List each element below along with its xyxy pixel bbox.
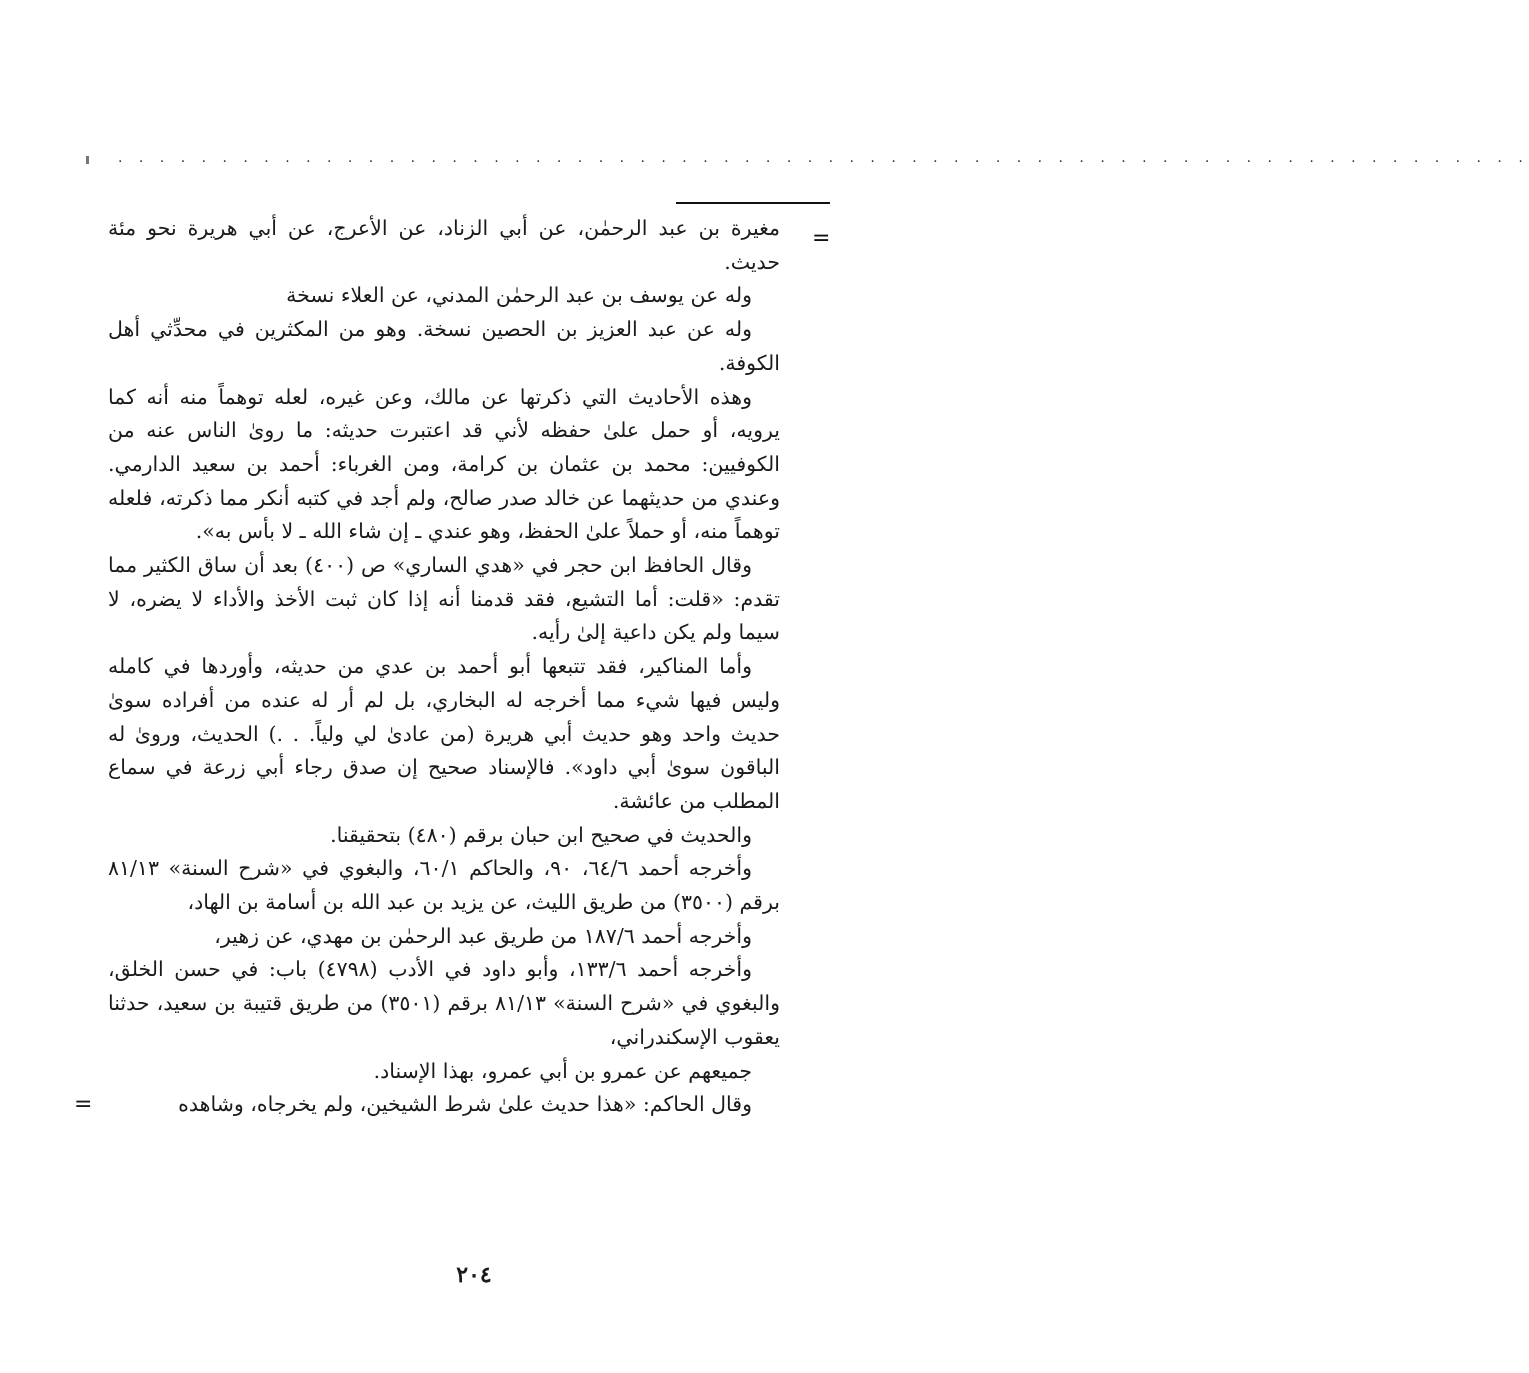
footnote-body [74,212,780,1122]
footnote-rule [676,202,830,204]
paragraph-9: وأخرجه أحمد ١٨٧/٦ من طريق عبد الرحمٰن بن مهدي، عن زهير، [214,923,752,948]
paragraph-2: وله عن يوسف بن عبد الرحمٰن المدني، عن العلاء نسخة [286,283,752,308]
paragraph-5: وقال الحافظ ابن حجر في «هدي الساري» ص (٤٠٠) بعد أن ساق الكثير مما تقدم: «قلت: أما التشيع، فقد قدمنا أنه إذا كان ثبت الأخذ والأداء لا يضره، لا سيما ولم يكن داعية إلىٰ رأيه. [108,553,780,645]
paragraph-11: جميعهم عن عمرو بن أبي عمرو، بهذا الإسناد. [373,1058,752,1083]
paragraph-8: وأخرجه أحمد ٦٤/٦، ٩٠، والحاكم ٦٠/١، والبغوي في «شرح السنة» ٨١/١٣ برقم (٣٥٠٠) من طريق الليث، عن يزيد بن عبد الله بن أسامة بن الهاد، [108,856,780,915]
paragraph-1: مغيرة بن عبد الرحمٰن، عن أبي الزناد، عن الأعرج، عن أبي هريرة نحو مئة حديث. [108,216,780,274]
paragraph-3: وله عن عبد العزيز بن الحصين نسخة. وهو من المكثرين في محدِّثي أهل الكوفة. [108,317,780,375]
continuation-mark-start: = [812,226,831,251]
page-number: ٢٠٤ [456,1262,492,1288]
paragraph-12 [74,1088,780,1122]
paragraph-7: والحديث في صحيح ابن حبان برقم (٤٨٠) بتحقيقنا. [330,822,752,847]
margin-tick-mark [86,156,89,164]
paragraph-12-text: وقال الحاكم: «هذا حديث علىٰ شرط الشيخين، ولم يخرجاه، وشاهده [178,1092,752,1117]
paragraph-10: وأخرجه أحمد ١٣٣/٦، وأبو داود في الأدب (٤٧٩٨) باب: في حسن الخلق، والبغوي في «شرح السنة» ٨١/١٣ برقم (٣٥٠١) من طريق قتيبة بن سعيد، حدثنا يعقوب الإسكندراني، [108,957,780,1049]
paragraph-4: وهذه الأحاديث التي ذكرتها عن مالك، وعن غيره، لعله توهماً منه أنه كما يرويه، أو حمل علىٰ حفظه لأني قد اعتبرت حديثه: ما روىٰ الناس عنه من الكوفيين: محمد بن عثمان بن كرامة، ومن الغرباء: أحمد بن سعيد الدارمي. وعندي من حديثهما عن خالد صدر صالح، ولم أجد في كتبه أنكر مما ذكرته، فلعله توهماً منه، أو حملاً علىٰ الحفظ، وهو عندي ـ إن شاء الله ـ لا بأس به». [108,384,780,544]
paragraph-6: وأما المناكير، فقد تتبعها أبو أحمد بن عدي من حديثه، وأوردها في كامله وليس فيها شيء مما أخرجه له البخاري، بل لم أر له عنده من أفراده سوىٰ حديث واحد وهو حديث أبي هريرة (من عادىٰ لي ولياً. . .) الحديث، وروىٰ له الباقون سوىٰ أبي داود». فالإسناد صحيح إن صدق رجاء أبي زرعة في سماع المطلب من عائشة. [108,654,780,813]
continuation-mark-end: = [74,1092,93,1118]
dotted-separator: . . . . . . . . . . . . . . . . . . . . . . . . . . . . . . . . . . . . . . . . . . . . . . . . . . . . . . . . . . . . . . . . . . . . [118,150,1529,166]
